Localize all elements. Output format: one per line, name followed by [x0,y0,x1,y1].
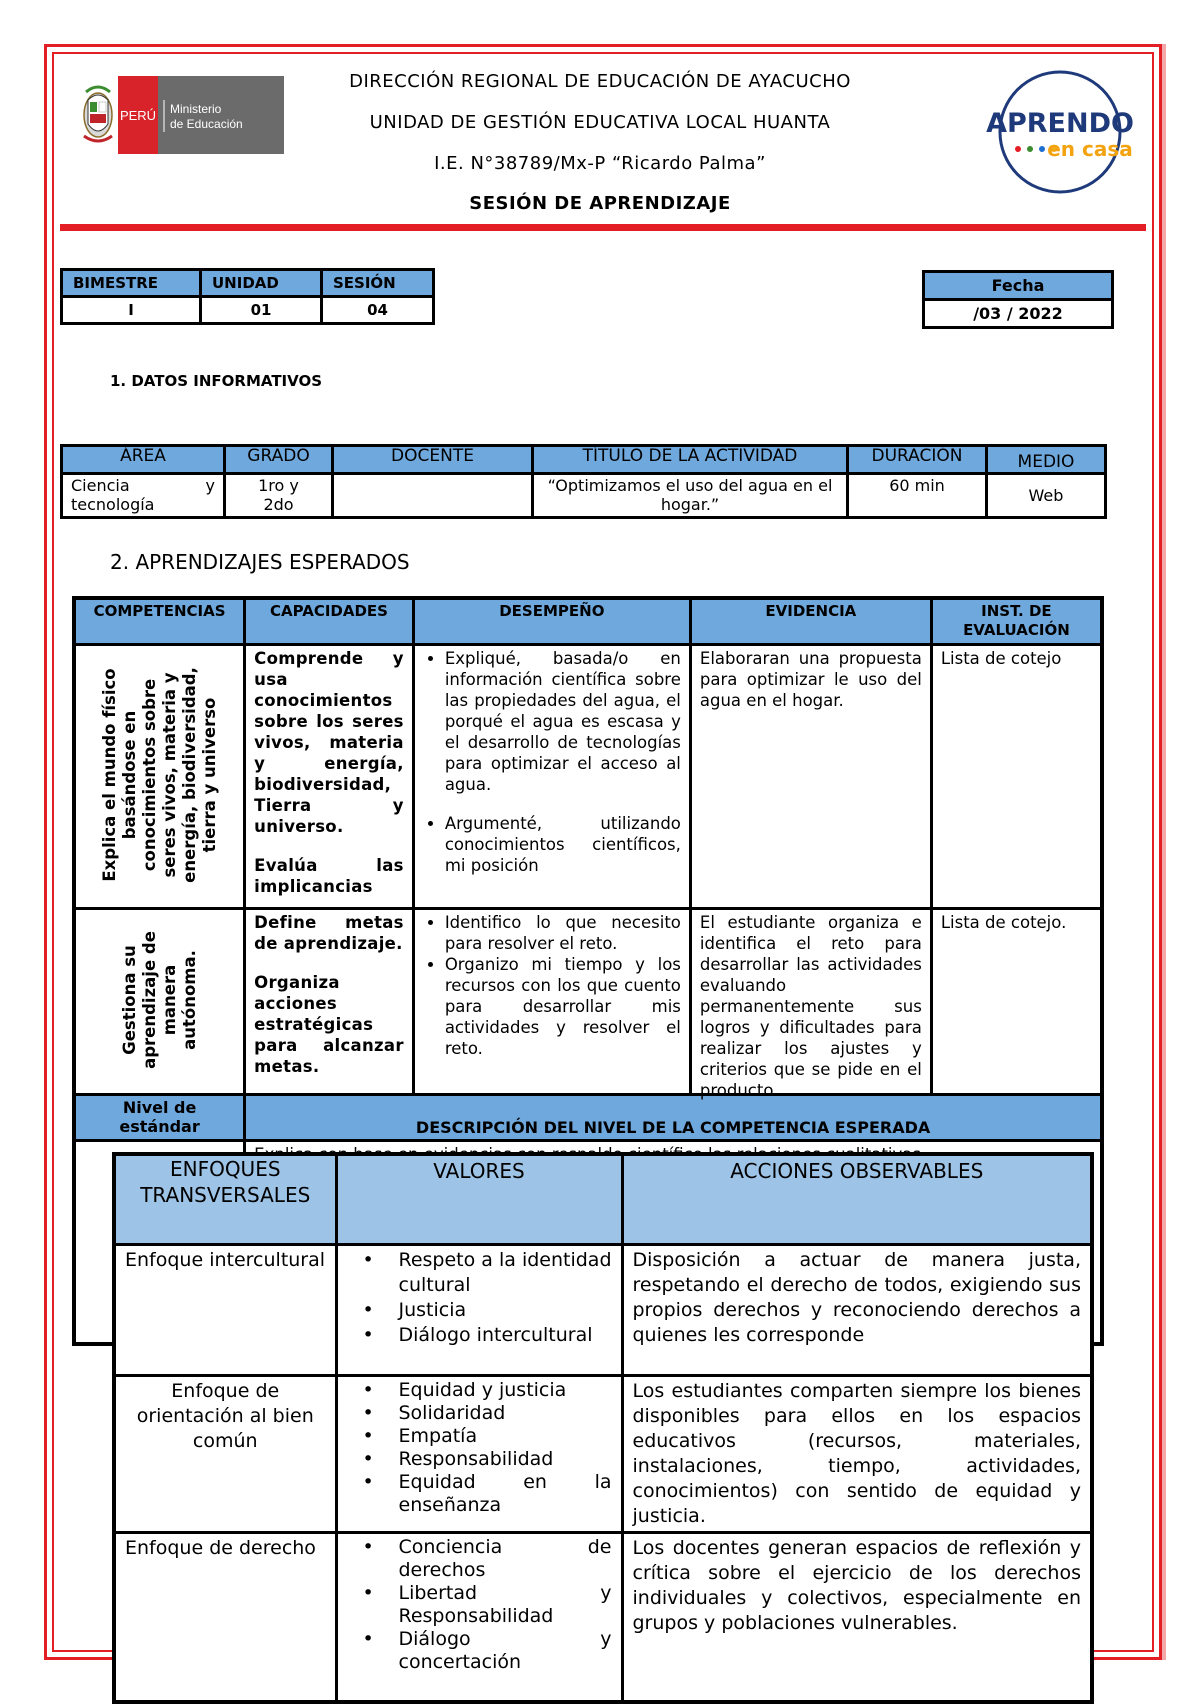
valor-item: • Justicia [399,1298,612,1323]
enfoque-cell: Enfoque intercultural [114,1244,336,1375]
valor-item: • Solidaridad [399,1402,612,1425]
instrumento-cell: Lista de cotejo. [931,908,1102,1094]
session-meta-table [60,268,435,325]
cell-grado: 1ro y 2do [225,474,333,518]
header-line-school: I.E. N°38789/Mx-P “Ricardo Palma” [434,153,766,174]
col-header-titulo: TÍTULO DE LA ACTIVIDAD [533,446,848,474]
col-header-docente: DOCENTE [333,446,533,474]
enfoques-table [112,1152,1094,1704]
nivel-estandar-label: Nivel de estándar [74,1094,245,1140]
capacidad-text: Comprende y usa conocimientos sobre los seres vivos, materia y energía, biodiversidad, Tierra y universo. [254,648,404,836]
meta-value-unidad: 01 [201,297,322,324]
valor-item: • Conciencia de derechos [399,1536,612,1582]
col-header-medio: MEDIO [987,446,1106,474]
desempeno-cell [413,908,690,1094]
svg-text:de Educación: de Educación [170,117,243,131]
capacidad-cell [245,644,414,908]
col-header-evidencia: EVIDENCIA [690,598,931,644]
col-header-desempeno: DESEMPEÑO [413,598,690,644]
evidencia-cell: Elaboraran una propuesta para optimizar le uso del agua en el hogar. [690,644,931,908]
evidencia-text: El estudiante organiza e identifica el reto para desarrollar las actividades evaluando permanentemente sus logros y dificultades para realizar los ajustes y criterios que se pide en el producto. [699,912,922,1100]
col-header-area: ÁREA [62,446,225,474]
acciones-cell: Los docentes generan espacios de reflexión y crítica sobre el ejercicio de los derechos individuales y colectivos, especialmente en grupos y poblaciones vulnerables. [622,1532,1092,1702]
meta-label-bimestre: BIMESTRE [62,270,201,297]
header-divider [60,224,1146,231]
meta-label-sesion: SESIÓN [322,270,434,297]
date-table [922,270,1114,329]
date-value: /03 / 2022 [924,300,1113,328]
cell-titulo: “Optimizamos el uso del agua en el hogar.” [533,474,848,518]
col-header-acciones: ACCIONES OBSERVABLES [622,1154,1092,1244]
header-line-ugel: UNIDAD DE GESTIÓN EDUCATIVA LOCAL HUANTA [369,112,831,133]
valor-item: • Equidad y justicia [399,1379,612,1402]
svg-text:APRENDO: APRENDO [986,108,1134,139]
valores-cell [336,1532,622,1702]
col-header-valores: VALORES [336,1154,622,1244]
valor-item: • Responsabilidad [399,1448,612,1471]
header-line-regional: DIRECCIÓN REGIONAL DE EDUCACIÓN DE AYACUCHO [349,71,851,92]
col-header-instrumento: INST. DE EVALUACIÓN [931,598,1102,644]
col-header-enfoques: ENFOQUES TRANSVERSALES [114,1154,336,1244]
valor-item: • Empatía [399,1425,612,1448]
desempeno-item: • Argumenté, utilizando conocimientos científicos, mi posición [445,813,681,876]
capacidad-text: Organiza acciones estratégicas para alcanzar metas. [254,972,404,1076]
cell-docente [333,474,533,518]
desempeno-item: • Organizo mi tiempo y los recursos con los que cuento para desarrollar mis actividades y resolver el reto. [445,954,681,1059]
desempeno-cell [413,644,690,908]
enfoque-cell: Enfoque de orientación al bien común [114,1375,336,1532]
valor-item: • Diálogo intercultural [399,1323,612,1348]
valor-item: • Equidad en la enseñanza [399,1471,612,1517]
capacidad-text: Evalúa las implicancias [254,855,404,896]
col-header-capacidades: CAPACIDADES [245,598,414,644]
cell-duracion: 60 min [848,474,987,518]
capacidad-text: Define metas de aprendizaje. [254,912,404,953]
document-title: SESIÓN DE APRENDIZAJE [469,193,731,214]
valor-item: • Respeto a la identidad cultural [399,1248,612,1298]
section-title-aprendizajes: 2. APRENDIZAJES ESPERADOS [110,550,410,574]
meta-value-sesion: 04 [322,297,434,324]
valores-cell [336,1375,622,1532]
competencia-text: Explica el mundo físico basándose en conocimientos sobre seres vivos, materia y energía, biodiversidad, tierra y universo [99,666,219,883]
cell-area: Ciencia y tecnología [62,474,225,518]
date-label: Fecha [924,272,1113,300]
valor-item: • Diálogo y concertación [399,1628,612,1674]
evidencia-cell [690,908,931,1100]
col-header-duracion: DURACIÓN [848,446,987,474]
datos-informativos-table [60,444,1107,519]
competencia-text: Gestiona su aprendizaje de manera autónoma. [119,930,199,1069]
cell-medio: Web [987,474,1106,518]
valores-cell [336,1244,622,1375]
svg-text:en casa: en casa [1047,137,1133,161]
meta-value-bimestre: I [62,297,201,324]
meta-label-unidad: UNIDAD [201,270,322,297]
col-header-competencias: COMPETENCIAS [74,598,245,644]
competencia-cell [74,644,245,908]
instrumento-cell: Lista de cotejo [931,644,1102,908]
desempeno-item: • Expliqué, basada/o en información científica sobre las propiedades del agua, el porqué el agua es escasa y el desarrollo de tecnologías para optimizar el acceso al agua. [445,648,681,795]
svg-text:PERÚ: PERÚ [119,108,157,123]
desempeno-item: • Identifico lo que necesito para resolver el reto. [445,912,681,954]
capacidad-cell [245,908,414,1094]
enfoque-cell: Enfoque de derecho [114,1532,336,1702]
col-header-grado: GRADO [225,446,333,474]
svg-text:Ministerio: Ministerio [170,102,222,116]
nivel-descripcion-header: DESCRIPCIÓN DEL NIVEL DE LA COMPETENCIA ESPERADA [245,1094,1102,1140]
acciones-cell: Los estudiantes comparten siempre los bienes disponibles para ellos en los espacios educativos (recursos, materiales, instalaciones, tiempo, actividades, conocimientos) con sentido de equidad y justicia. [622,1375,1092,1532]
acciones-cell: Disposición a actuar de manera justa, respetando el derecho de todos, exigiendo sus propios derechos y reconociendo derechos a quienes les corresponde [622,1244,1092,1375]
page-border-shadow [1162,44,1166,1660]
valor-item: • Libertad y Responsabilidad [399,1582,612,1628]
competencia-cell [74,908,245,1094]
section-title-datos: 1. DATOS INFORMATIVOS [110,372,323,390]
